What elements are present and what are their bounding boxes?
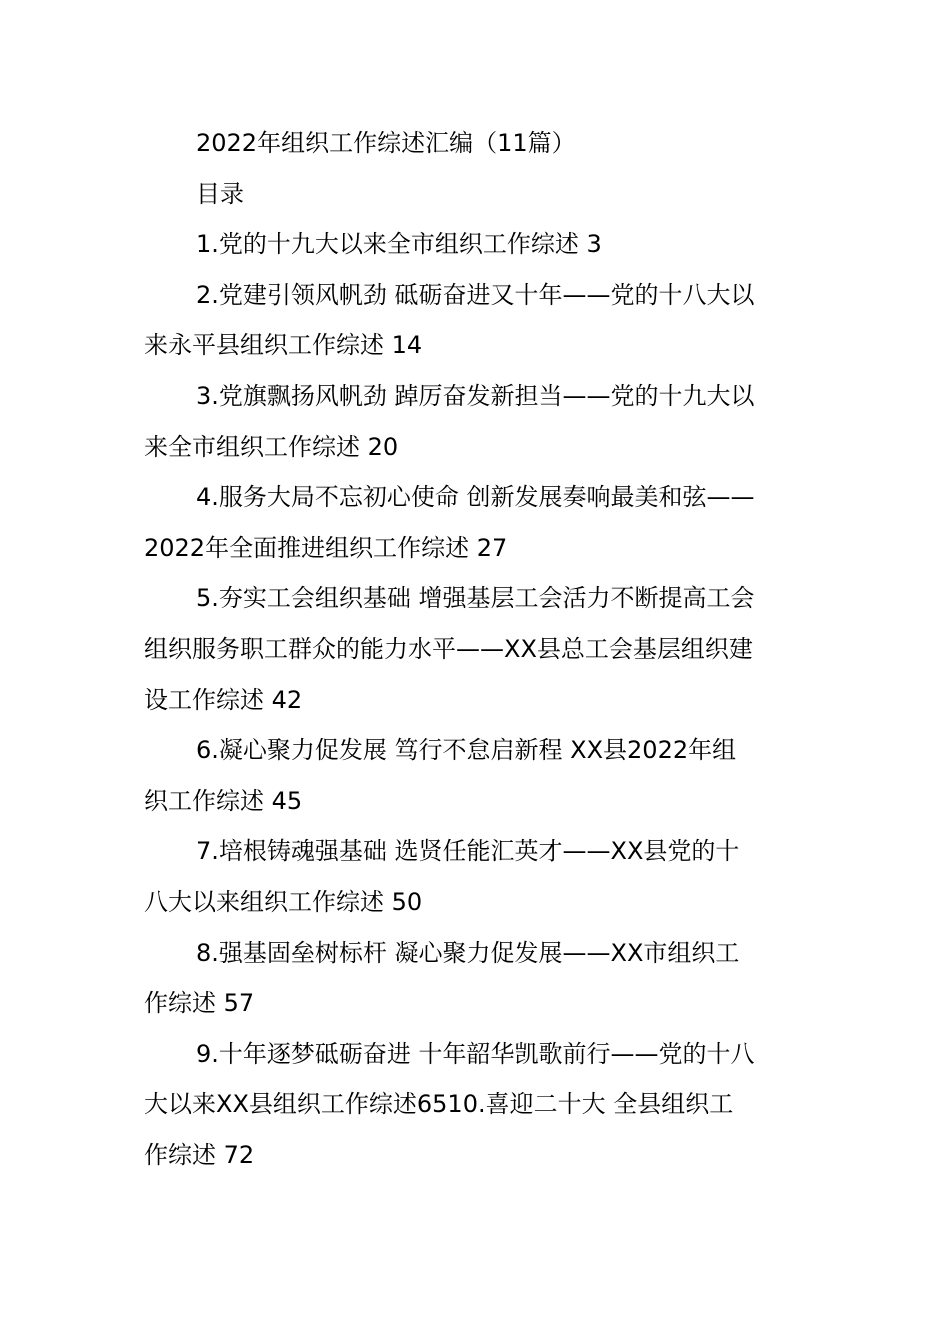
document-body — [144, 118, 808, 1180]
toc-entry-6-continued: 织工作综述 45 — [144, 786, 303, 815]
toc-entry-4-continued: 2022年全面推进组织工作综述 27 — [144, 533, 508, 562]
toc-entry-10-continued: 作综述 72 — [144, 1140, 255, 1169]
toc-entry-7-continued: 八大以来组织工作综述 50 — [144, 887, 423, 916]
toc-entry-2-continued: 来永平县组织工作综述 14 — [144, 331, 423, 360]
toc-entry-2: 2.党建引领风帆劲 砥砺奋进又十年——党的十八大以 — [196, 280, 755, 309]
toc-entry-9-continued: 大以来XX县组织工作综述6510.喜迎二十大 全县组织工 — [144, 1090, 734, 1119]
toc-entry-5-continued: 组织服务职工群众的能力水平——XX县总工会基层组织建 — [144, 634, 753, 663]
document-title: 2022年组织工作综述汇编（11篇） — [196, 129, 576, 157]
toc-entry-8: 8.强基固垒树标杆 凝心聚力促发展——XX市组织工 — [196, 938, 740, 967]
toc-entry-3: 3.党旗飘扬风帆劲 踔厉奋发新担当——党的十九大以 — [196, 381, 755, 410]
toc-heading: 目录 — [196, 179, 244, 208]
toc-entry-8-continued: 作综述 57 — [144, 989, 255, 1018]
toc-entry-7: 7.培根铸魂强基础 选贤任能汇英才——XX县党的十 — [196, 837, 740, 866]
toc-entry-6: 6.凝心聚力促发展 笃行不怠启新程 XX县2022年组 — [196, 736, 737, 765]
toc-entry-9: 9.十年逐梦砥砺奋进 十年韶华凯歌前行——党的十八 — [196, 1039, 755, 1068]
toc-entry-4: 4.服务大局不忘初心使命 创新发展奏响最美和弦—— — [196, 483, 755, 512]
toc-entry-5-continued: 设工作综述 42 — [144, 685, 303, 714]
toc-entry-1: 1.党的十九大以来全市组织工作综述 3 — [196, 230, 602, 259]
toc-entry-5: 5.夯实工会组织基础 增强基层工会活力不断提高工会 — [196, 584, 755, 613]
toc-entry-3-continued: 来全市组织工作综述 20 — [144, 432, 399, 461]
